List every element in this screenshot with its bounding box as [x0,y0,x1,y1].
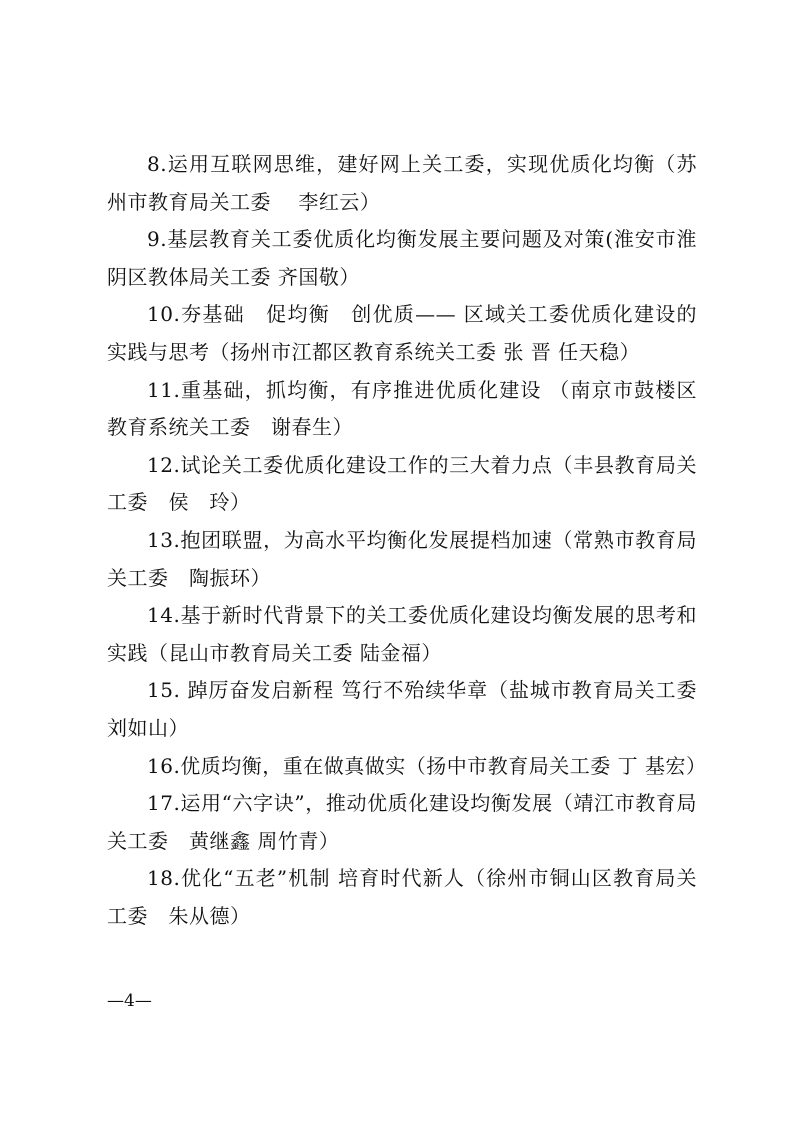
list-item: 17.运用“六字诀”，推动优质化建设均衡发展（靖江市教育局关工委 黄继鑫 周竹青） [107,791,697,853]
list-item: 14.基于新时代背景下的关工委优质化建设均衡发展的思考和实践（昆山市教育局关工委 陆金福） [107,603,697,665]
list-item: 10.夯基础 促均衡 创优质—— 区域关工委优质化建设的实践与思考（扬州市江都区教育系统关工委 张 晋 任天稳） [107,302,697,364]
list-item: 8.运用互联网思维，建好网上关工委，实现优质化均衡（苏州市教育局关工委 李红云） [107,152,697,214]
page-number: —4— [107,991,152,1011]
entry-list [107,146,707,935]
list-item: 11.重基础，抓均衡，有序推进优质化建设 （南京市鼓楼区教育系统关工委 谢春生） [107,377,697,440]
list-item: 18.优化“五老”机制 培育时代新人（徐州市铜山区教育局关工委 朱从德） [107,866,697,928]
list-item: 12.试论关工委优质化建设工作的三大着力点（丰县教育局关工委 侯 玲） [107,452,697,515]
list-item: 13.抱团联盟，为高水平均衡化发展提档加速（常熟市教育局关工委 陶振环） [107,527,697,590]
list-item: 15. 踔厉奋发启新程 笃行不殆续华章（盐城市教育局关工委 刘如山） [107,678,697,740]
list-item: 16.优质均衡，重在做真做实（扬中市教育局关工委 丁 基宏） [147,753,707,778]
list-item: 9.基层教育关工委优质化均衡发展主要问题及对策(淮安市淮阴区教体局关工委 齐国敬） [107,227,697,289]
